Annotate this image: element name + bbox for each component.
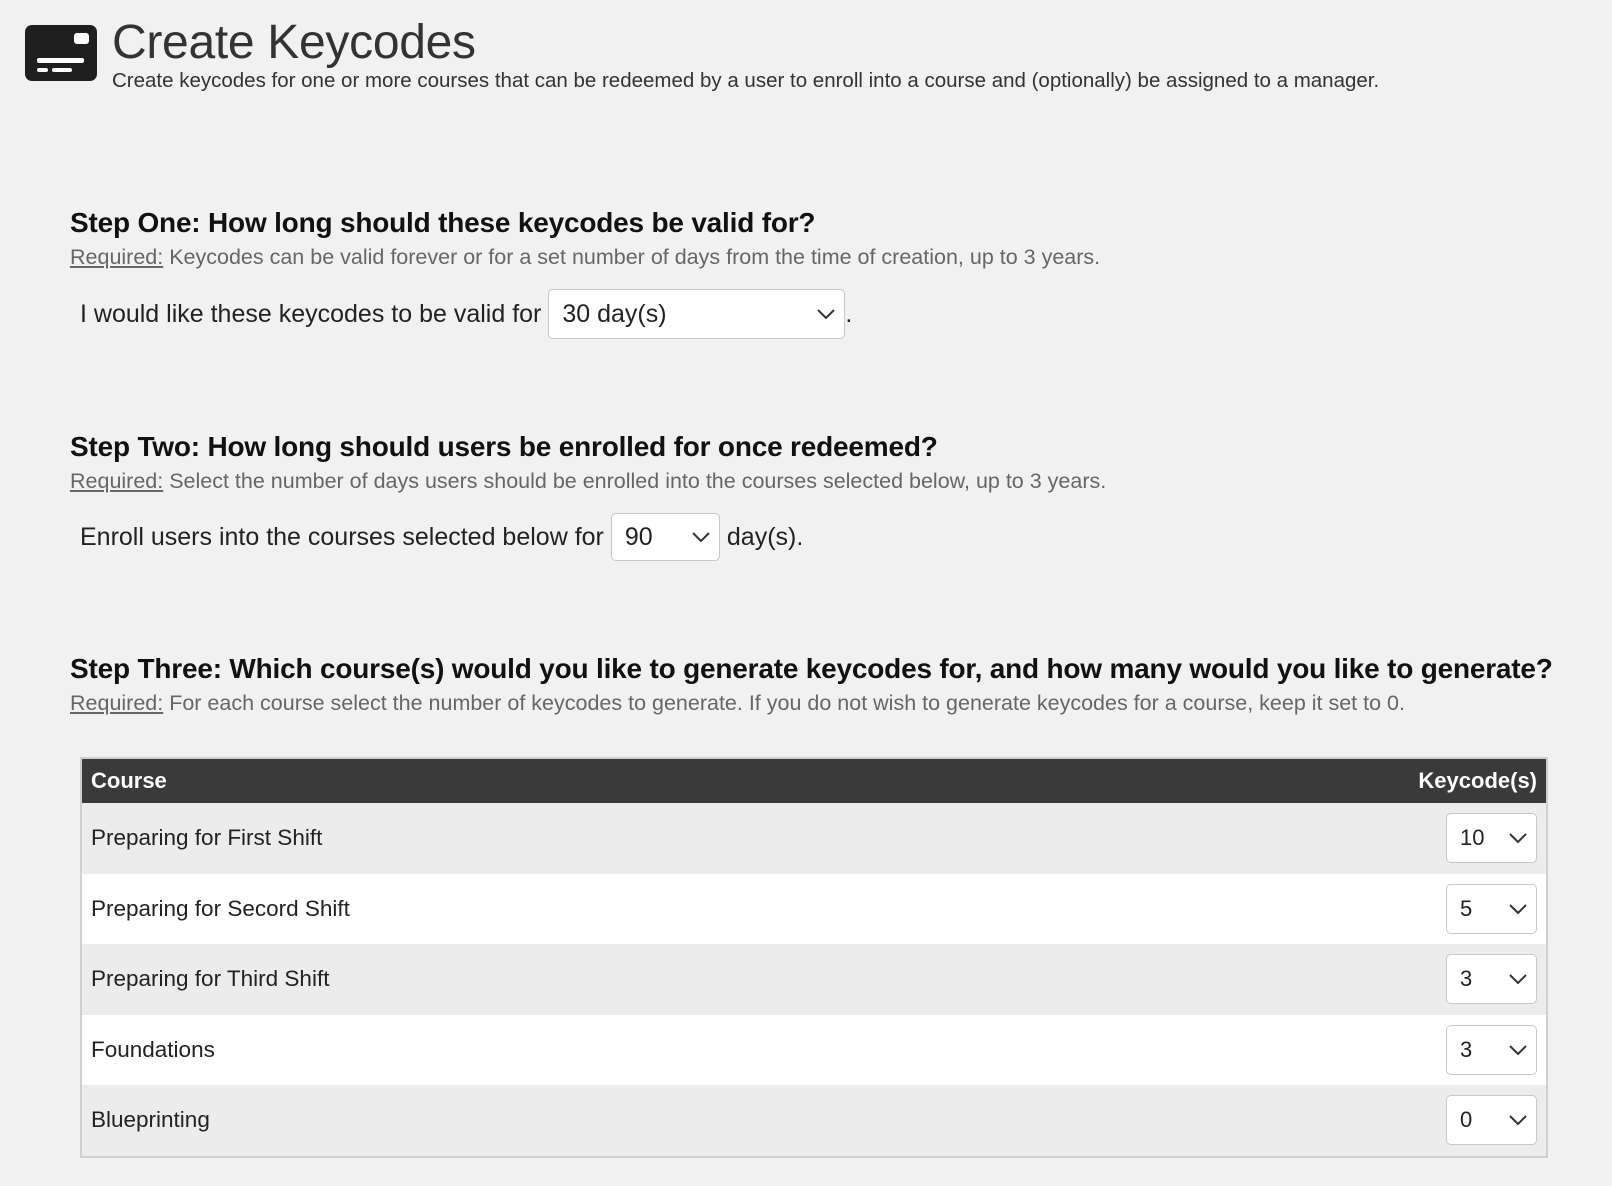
step-one-question: How long should these keycodes be valid for? xyxy=(200,207,816,238)
keycode-count-value: 3 xyxy=(1460,966,1473,992)
chevron-down-icon xyxy=(1508,903,1528,915)
column-header-keycodes: Keycode(s) xyxy=(1418,768,1537,793)
step-one-label: Step One: xyxy=(70,207,201,238)
keycode-count-value: 10 xyxy=(1460,825,1485,851)
required-label: Required: xyxy=(70,469,164,493)
step-three-note-text: For each course select the number of keycodes to generate. If you do not wish to generate keycodes for a course, keep it set to 0. xyxy=(163,691,1405,715)
step-three-note xyxy=(70,691,1552,716)
table-header xyxy=(82,759,1546,803)
step-two-row xyxy=(80,513,1552,561)
required-label: Required: xyxy=(70,691,164,715)
keycode-count-value: 3 xyxy=(1460,1036,1473,1062)
table-row xyxy=(82,874,1546,945)
course-name: Preparing for Secord Shift xyxy=(91,895,350,921)
validity-select[interactable] xyxy=(548,289,845,339)
keycode-card-icon xyxy=(25,25,97,81)
course-name: Preparing for Third Shift xyxy=(91,966,330,992)
keycode-count-select[interactable] xyxy=(1446,884,1537,934)
chevron-down-icon xyxy=(691,531,711,543)
column-header-course: Course xyxy=(91,768,167,793)
step-two-question: How long should users be enrolled for once redeemed? xyxy=(199,431,938,462)
enroll-prefix: Enroll users into the courses selected below for xyxy=(80,522,604,551)
table-row xyxy=(82,1015,1546,1086)
step-one-note xyxy=(70,245,1552,270)
course-name: Preparing for First Shift xyxy=(91,825,323,851)
validity-suffix: . xyxy=(845,299,853,328)
keycode-count-value: 0 xyxy=(1460,1107,1473,1133)
chevron-down-icon xyxy=(1508,973,1528,985)
course-name: Foundations xyxy=(91,1036,215,1062)
table-row xyxy=(82,944,1546,1015)
step-two-heading xyxy=(70,431,1552,463)
step-one-note-text: Keycodes can be valid forever or for a set number of days from the time of creation, up to 3 years. xyxy=(163,245,1101,269)
validity-select-value: 30 day(s) xyxy=(562,299,667,328)
chevron-down-icon xyxy=(816,308,836,320)
chevron-down-icon xyxy=(1508,1044,1528,1056)
step-two-section xyxy=(70,431,1552,561)
chevron-down-icon xyxy=(1508,1114,1528,1126)
table-row xyxy=(82,1085,1546,1156)
page-title: Create Keycodes xyxy=(112,16,476,69)
enroll-suffix: day(s). xyxy=(726,522,804,551)
keycode-count-select[interactable] xyxy=(1446,813,1537,863)
step-two-note xyxy=(70,469,1552,494)
chevron-down-icon xyxy=(1508,832,1528,844)
step-two-note-text: Select the number of days users should be enrolled into the courses selected below, up to 3 years. xyxy=(163,469,1107,493)
table-row xyxy=(82,803,1546,874)
enroll-days-value: 90 xyxy=(624,522,653,551)
step-three-question: Which course(s) would you like to generate keycodes for, and how many would you like to generate? xyxy=(221,653,1553,684)
keycode-count-select[interactable] xyxy=(1446,954,1537,1004)
step-three-heading xyxy=(70,653,1552,685)
course-keycode-table xyxy=(80,757,1548,1158)
keycode-count-select[interactable] xyxy=(1446,1095,1537,1145)
required-label: Required: xyxy=(70,245,164,269)
keycode-count-value: 5 xyxy=(1460,895,1473,921)
step-three-section xyxy=(70,653,1552,716)
step-one-row xyxy=(80,289,1552,339)
step-three-label: Step Three: xyxy=(70,653,222,684)
course-name: Blueprinting xyxy=(91,1107,210,1133)
validity-prefix: I would like these keycodes to be valid for xyxy=(80,299,542,328)
page-subtitle: Create keycodes for one or more courses that can be redeemed by a user to enroll into a course and (optionally) be assigned to a manager. xyxy=(112,69,1380,92)
step-one-section xyxy=(70,207,1552,339)
enroll-days-select[interactable] xyxy=(611,513,720,561)
step-two-label: Step Two: xyxy=(70,431,200,462)
step-one-heading xyxy=(70,207,1552,239)
keycode-count-select[interactable] xyxy=(1446,1025,1537,1075)
